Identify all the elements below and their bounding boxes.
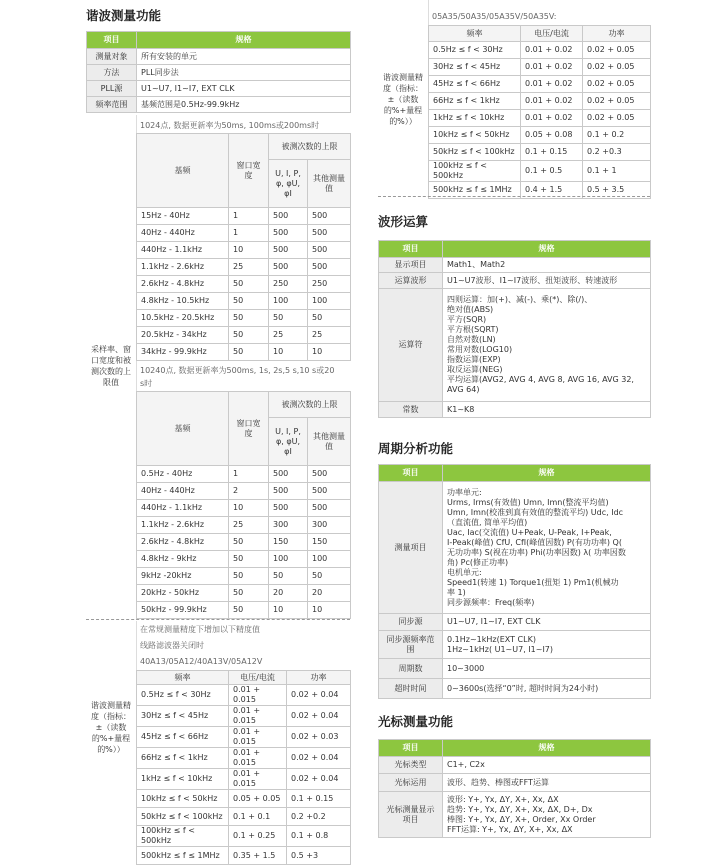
table-cell: 1kHz ≤ f < 10kHz [429,110,521,127]
disp-list [443,792,651,838]
col-ui: U, I, P, φ, φU, φI [269,160,308,208]
table-cell: 0.2 +0.3 [583,144,651,161]
sync-value: U1~U7, I1~I7, EXT CLK [443,614,651,631]
accuracy-label-b: 谐波测量精度（指标：±（读数的%+量程的%）） [383,73,423,126]
sampling-label: 采样率、窗口宽度和被测次数的上限值 [91,345,131,387]
table-cell: 20 [308,585,351,602]
disp-line: FFT运算: Y+, Yx, ΔY, X+, Xx, ΔX [447,824,573,834]
table-cell: 50 [229,534,269,551]
cursor-header-item: 项目 [379,740,443,757]
table-cell: 100 [308,293,351,310]
item-line: Umn, Imn(校准到真有效值的整流平均) Udc, Idc [447,507,624,517]
col-base-freq: 基频 [137,392,229,466]
operator-list [443,289,651,402]
harmonic-header-item: 项目 [87,32,137,49]
acc-a-note2: 线路滤波器关闭时 [140,641,204,650]
table-cell: 50kHz ≤ f < 100kHz [137,808,229,826]
table-row [137,534,351,551]
table-row [137,327,351,344]
table-cell: 500kHz ≤ f ≤ 1MHz [137,847,229,865]
table-cell: 20kHz - 50kHz [137,585,229,602]
table-cell: 10 [269,602,308,619]
disp-line: 棒图: Y+, Yx, ΔY, X+, Order, Xx Order [447,814,596,824]
disp-label: 光标测量显示项目 [379,792,443,838]
item-line: 同步源频率：Freq(频率) [447,597,535,607]
table-cell: 150 [269,534,308,551]
table-row [137,293,351,310]
table-cell: 100kHz ≤ f < 500kHz [137,826,229,847]
table-cell: 10 [308,344,351,361]
harmonic-spec-table [86,31,351,113]
timeout-label: 超时时间 [379,679,443,699]
table-cell: 300 [269,517,308,534]
table-cell: 50 [229,551,269,568]
cycles-value: 10~3000 [443,659,651,679]
table-cell: 300 [308,517,351,534]
table-cell: 25 [229,259,269,276]
table-cell: 0.05 + 0.08 [521,127,583,144]
table-cell: 50 [229,327,269,344]
table-row [137,551,351,568]
col-frequency: 频率 [429,26,521,42]
table-cell: 500 [269,242,308,259]
table-cell: 100 [269,551,308,568]
cursor-header-spec: 规格 [443,740,651,757]
table-cell: 250 [269,276,308,293]
const-value: K1~K8 [443,402,651,418]
table-cell: 10 [229,242,269,259]
table-cell: 2.6kHz - 4.8kHz [137,534,229,551]
disp-line: 波形: Y+, Yx, ΔY, X+, Xx, ΔX [447,794,559,804]
table-cell: 50 [269,568,308,585]
table-cell: 0.1 + 0.2 [583,127,651,144]
table-row [137,790,351,808]
table-cell: 10kHz ≤ f < 50kHz [429,127,521,144]
table-cell: 1 [229,466,269,483]
waveform-table [378,240,651,418]
acc-a-note1: 在常规测量精度下增加以下精度值 [140,625,260,634]
table-cell: 0.01 + 0.02 [521,59,583,76]
table-cell: 50 [308,568,351,585]
table-cell: 250 [308,276,351,293]
acc-a-models: 40A13/05A12/40A13V/05A12V [140,657,263,666]
table-cell: 25 [269,327,308,344]
table-cell: 100kHz ≤ f < 500kHz [429,161,521,182]
type-label: 光标类型 [379,757,443,774]
row-value: 基频范围是0.5Hz-99.9kHz [137,97,351,113]
table-cell: 0.01 + 0.02 [521,110,583,127]
table-row [137,310,351,327]
table-cell: 500 [308,483,351,500]
table-cell: 500 [308,500,351,517]
table-row [137,242,351,259]
operator-line: 指数运算(EXP) [447,355,501,364]
item-line: 功率单元: [447,487,482,497]
block2-table [136,391,351,619]
col-window: 窗口宽度 [229,134,269,208]
table-cell: 0.01 + 0.02 [521,76,583,93]
table-cell: 10 [269,344,308,361]
table-cell: 0.1 + 0.25 [229,826,287,847]
table-cell: 0.02 + 0.05 [583,42,651,59]
range-label: 同步源频率范围 [379,631,443,659]
acc-b-models: 05A35/50A35/05A35V/50A35V: [432,12,557,21]
table-cell: 0.01 + 0.015 [229,706,287,727]
table-cell: 0.1 + 0.15 [287,790,351,808]
table-cell: 34kHz - 99.9kHz [137,344,229,361]
table-cell: 25 [308,327,351,344]
item-line: Urms, Irms(有效值) Umn, Imn(整流平均值) [447,497,609,507]
table-cell: 0.02 + 0.04 [287,769,351,790]
block1-table [136,133,351,361]
col-upper: 被测次数的上限 [269,392,351,418]
table-cell: 0.02 + 0.04 [287,706,351,727]
table-cell: 150 [308,534,351,551]
table-cell: 20.5kHz - 34kHz [137,327,229,344]
table-cell: 500 [308,259,351,276]
range-value-2: 1Hz~1kHz( U1~U7, I1~I7) [447,644,554,654]
table-cell: 50 [308,310,351,327]
item-line: I-Peak(峰值) CfU, CfI(峰值因数) P(有功功率) Q( [447,537,622,547]
table-row [137,517,351,534]
table-cell: 0.05 + 0.05 [229,790,287,808]
table-cell: 4.8kHz - 9kHz [137,551,229,568]
item-line: Uac, Iac(交流值) U+Peak, U-Peak, I+Peak, [447,527,612,537]
table-cell: 0.02 + 0.03 [287,727,351,748]
table-cell: 0.1 + 0.1 [229,808,287,826]
table-row [429,42,651,59]
table-cell: 100 [308,551,351,568]
table-row [137,585,351,602]
cycle-header-spec: 规格 [443,465,651,482]
col-voltage-current: 电压/电流 [521,26,583,42]
table-cell: 0.02 + 0.05 [583,76,651,93]
cursor-table [378,739,651,838]
table-cell: 40Hz - 440Hz [137,225,229,242]
operator-line: 平均运算(AVG2, AVG 4, AVG 8, AVG 16, AVG 32, [447,375,634,384]
table-cell: 10 [229,500,269,517]
accuracy-b-table [428,25,651,199]
operator-line: 平方(SQR) [447,315,487,324]
table-cell: 0.1 + 1 [583,161,651,182]
operator-line: 四则运算：加(+)、减(-)、乘(*)、除(/)、 [447,295,593,304]
range-value-1: 0.1Hz~1kHz(EXT CLK) [447,634,536,644]
table-row [429,127,651,144]
table-row [137,344,351,361]
block2-note-line1: 10240点, 数据更新率为500ms, 1s, 2s,5 s,10 s或20 [140,366,335,375]
sync-label: 同步源 [379,614,443,631]
table-cell: 500 [308,242,351,259]
table-cell: 40Hz - 440Hz [137,483,229,500]
table-row [137,568,351,585]
item-line: 电机单元: [447,567,482,577]
table-cell: 15Hz - 40Hz [137,208,229,225]
table-cell: 0.1 + 0.8 [287,826,351,847]
table-cell: 500 [269,483,308,500]
table-cell: 45Hz ≤ f < 66Hz [137,727,229,748]
table-cell: 500 [269,500,308,517]
table-cell: 0.02 + 0.05 [583,59,651,76]
table-cell: 0.01 + 0.015 [229,769,287,790]
col-power: 功率 [287,671,351,685]
operator-label: 运算符 [379,289,443,402]
table-cell: 25 [229,517,269,534]
table-cell: 0.02 + 0.05 [583,93,651,110]
table-row [429,110,651,127]
col-other: 其他测量值 [308,418,351,466]
operator-line: 取反运算(NEG) [447,365,503,374]
item-line: （直流值, 简单平均值) [447,517,528,527]
table-cell: 1.1kHz - 2.6kHz [137,259,229,276]
table-row [137,276,351,293]
type-value: C1+, C2x [443,757,651,774]
table-cell: 0.01 + 0.02 [521,42,583,59]
table-cell: 50 [229,602,269,619]
row-label: PLL源 [87,81,137,97]
block2-note-line2: s时 [140,379,153,388]
table-cell: 500 [269,208,308,225]
table-row [137,685,351,706]
harmonic-section-title: 谐波测量功能 [86,8,162,23]
range-value [443,631,651,659]
table-cell: 0.5 +3 [287,847,351,865]
table-cell: 0.35 + 1.5 [229,847,287,865]
table-cell: 0.5Hz - 40Hz [137,466,229,483]
block2-note [140,364,334,390]
waveform-header-item: 项目 [379,241,443,258]
table-cell: 0.02 + 0.05 [583,110,651,127]
table-cell: 500 [269,225,308,242]
table-row [137,808,351,826]
table-row [137,602,351,619]
source-value: U1~U7波形、I1~I7波形、扭矩波形、转速波形 [443,273,651,289]
table-row [429,93,651,110]
table-cell: 50 [229,293,269,310]
table-row [137,483,351,500]
accuracy-label-a: 谐波测量精度（指标：±（读数的%+量程的%）） [91,701,131,754]
item-line: 角) Pc(修正功率) [447,557,509,567]
table-cell: 1.1kHz - 2.6kHz [137,517,229,534]
accuracy-a-table [136,670,351,865]
table-cell: 45Hz ≤ f < 66Hz [429,76,521,93]
table-row [429,59,651,76]
row-label: 方法 [87,65,137,81]
col-other: 其他测量值 [308,160,351,208]
row-value: 所有安装的单元 [137,49,351,65]
item-line: Speed1(转速 1) Torque1(扭矩 1) Pm1(机械功 [447,577,619,587]
col-power: 功率 [583,26,651,42]
table-cell: 0.5Hz ≤ f < 30Hz [137,685,229,706]
table-row [137,727,351,748]
table-row [137,748,351,769]
table-cell: 0.5Hz ≤ f < 30Hz [429,42,521,59]
waveform-header-spec: 规格 [443,241,651,258]
row-label: 频率范围 [87,97,137,113]
table-row [137,706,351,727]
row-value: U1~U7, I1~I7, EXT CLK [137,81,351,97]
table-cell: 440Hz - 1.1kHz [137,242,229,259]
table-cell: 0.1 + 0.15 [521,144,583,161]
table-cell: 500 [269,466,308,483]
table-cell: 2.6kHz - 4.8kHz [137,276,229,293]
table-cell: 0.01 + 0.015 [229,748,287,769]
table-cell: 20 [269,585,308,602]
disp-line: 趋势: Y+, Yx, ΔY, X+, Xx, ΔX, D+, Dx [447,804,593,814]
table-row [137,826,351,847]
table-row [137,259,351,276]
table-cell: 50 [229,310,269,327]
table-row [429,161,651,182]
table-cell: 30Hz ≤ f < 45Hz [429,59,521,76]
col-frequency: 频率 [137,671,229,685]
timeout-value: 0~3600s(选择“0”时, 超时时间为24小时) [443,679,651,699]
row-label: 测量对象 [87,49,137,65]
table-cell: 4.8kHz - 10.5kHz [137,293,229,310]
operator-line: 常用对数(LOG10) [447,345,513,354]
table-cell: 0.5 + 3.5 [583,182,651,199]
items-list [443,482,651,614]
table-cell: 30Hz ≤ f < 45Hz [137,706,229,727]
table-row [429,76,651,93]
cycles-label: 周期数 [379,659,443,679]
table-cell: 500kHz ≤ f ≤ 1MHz [429,182,521,199]
table-cell: 66Hz ≤ f < 1kHz [137,748,229,769]
table-cell: 50 [229,585,269,602]
table-row [137,769,351,790]
table-cell: 50kHz - 99.9kHz [137,602,229,619]
const-label: 常数 [379,402,443,418]
table-row [137,500,351,517]
table-cell: 50kHz ≤ f < 100kHz [429,144,521,161]
operator-line: AVG 64) [447,385,480,394]
cycle-table [378,464,651,699]
table-cell: 0.02 + 0.04 [287,748,351,769]
col-base-freq: 基频 [137,134,229,208]
operator-line: 平方根(SQRT) [447,325,499,334]
row-value: PLL同步法 [137,65,351,81]
table-cell: 0.2 +0.2 [287,808,351,826]
cycle-header-item: 项目 [379,465,443,482]
table-cell: 1 [229,225,269,242]
operator-line: 自然对数(LN) [447,335,496,344]
table-cell: 500 [269,259,308,276]
table-cell: 50 [229,276,269,293]
waveform-section-title: 波形运算 [378,214,429,229]
table-cell: 50 [229,568,269,585]
table-cell: 66Hz ≤ f < 1kHz [429,93,521,110]
item-line: 率 1) [447,587,466,597]
table-cell: 0.02 + 0.04 [287,685,351,706]
table-row [137,208,351,225]
table-cell: 0.1 + 0.5 [521,161,583,182]
col-window: 窗口宽度 [229,392,269,466]
table-row [137,225,351,242]
table-cell: 10 [308,602,351,619]
use-label: 光标运用 [379,774,443,792]
operator-line: 绝对值(ABS) [447,305,494,314]
table-cell: 0.01 + 0.015 [229,727,287,748]
table-cell: 500 [308,208,351,225]
source-label: 运算波形 [379,273,443,289]
cursor-section-title: 光标测量功能 [378,714,454,729]
table-cell: 500 [308,466,351,483]
display-value: Math1、Math2 [443,258,651,273]
item-line: 无功功率) S(视在功率) Phi(功率因数) λ( 功率因数 [447,547,626,557]
table-cell: 0.01 + 0.015 [229,685,287,706]
table-cell: 0.01 + 0.02 [521,93,583,110]
table-cell: 10.5kHz - 20.5kHz [137,310,229,327]
col-ui: U, I, P, φ, φU, φI [269,418,308,466]
table-cell: 50 [229,344,269,361]
block1-note: 1024点, 数据更新率为50ms, 100ms或200ms时 [140,121,320,130]
table-cell: 1kHz ≤ f < 10kHz [137,769,229,790]
table-row [429,144,651,161]
col-upper: 被测次数的上限 [269,134,351,160]
table-cell: 10kHz ≤ f < 50kHz [137,790,229,808]
table-cell: 50 [269,310,308,327]
cycle-section-title: 周期分析功能 [378,441,454,456]
table-cell: 2 [229,483,269,500]
display-label: 显示项目 [379,258,443,273]
table-cell: 1 [229,208,269,225]
table-row [137,847,351,865]
col-voltage-current: 电压/电流 [229,671,287,685]
table-cell: 100 [269,293,308,310]
table-cell: 0.4 + 1.5 [521,182,583,199]
table-row [137,466,351,483]
table-cell: 500 [308,225,351,242]
table-cell: 440Hz - 1.1kHz [137,500,229,517]
use-value: 波形、趋势、棒图或FFT运算 [443,774,651,792]
table-cell: 9kHz -20kHz [137,568,229,585]
harmonic-header-spec: 规格 [137,32,351,49]
items-label: 测量项目 [379,482,443,614]
